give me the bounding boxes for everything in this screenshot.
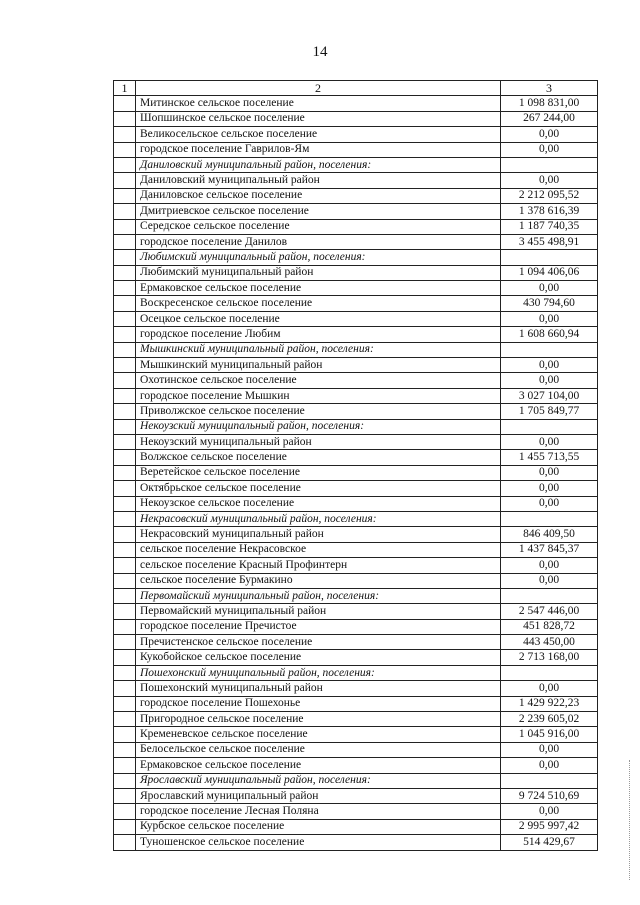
amount-cell: 2 995 997,42 <box>501 819 598 834</box>
table-row <box>114 173 598 188</box>
table-row <box>114 650 598 665</box>
row-number-cell <box>114 465 136 480</box>
settlement-name-cell: городское поселение Лесная Поляна <box>136 804 501 819</box>
settlement-name-cell: Веретейское сельское поселение <box>136 465 501 480</box>
table-header-row <box>114 81 598 96</box>
row-number-cell <box>114 742 136 757</box>
district-heading-row <box>114 250 598 265</box>
row-number-cell <box>114 558 136 573</box>
settlement-name-cell: Октябрьское сельское поселение <box>136 481 501 496</box>
row-number-cell <box>114 96 136 111</box>
district-heading-row <box>114 419 598 434</box>
table-row <box>114 635 598 650</box>
table-row <box>114 127 598 142</box>
settlement-name-cell: Волжское сельское поселение <box>136 450 501 465</box>
table-row <box>114 604 598 619</box>
settlement-name-cell: Даниловский муниципальный район, поселения: <box>136 157 501 172</box>
district-heading-row <box>114 588 598 603</box>
header-col-2: 2 <box>136 81 501 96</box>
row-number-cell <box>114 373 136 388</box>
row-number-cell <box>114 573 136 588</box>
settlement-name-cell: сельское поселение Бурмакино <box>136 573 501 588</box>
settlement-name-cell: Дмитриевское сельское поселение <box>136 204 501 219</box>
amount-cell: 267 244,00 <box>501 111 598 126</box>
amount-cell <box>501 250 598 265</box>
settlement-name-cell: Пречистенское сельское поселение <box>136 635 501 650</box>
row-number-cell <box>114 404 136 419</box>
amount-cell: 0,00 <box>501 558 598 573</box>
row-number-cell <box>114 835 136 850</box>
settlement-name-cell: Ярославский муниципальный район, поселения: <box>136 773 501 788</box>
settlement-name-cell: Пошехонский муниципальный район <box>136 681 501 696</box>
table-row <box>114 142 598 157</box>
amount-cell <box>501 419 598 434</box>
table-row <box>114 788 598 803</box>
row-number-cell <box>114 296 136 311</box>
amount-cell: 0,00 <box>501 496 598 511</box>
district-heading-row <box>114 157 598 172</box>
settlement-name-cell: Любимский муниципальный район <box>136 265 501 280</box>
table-row <box>114 481 598 496</box>
amount-cell <box>501 342 598 357</box>
amount-cell: 0,00 <box>501 281 598 296</box>
settlement-name-cell: Охотинское сельское поселение <box>136 373 501 388</box>
amount-cell: 0,00 <box>501 358 598 373</box>
amount-cell: 514 429,67 <box>501 835 598 850</box>
row-number-cell <box>114 204 136 219</box>
row-number-cell <box>114 358 136 373</box>
header-col-3: 3 <box>501 81 598 96</box>
settlement-name-cell: Некоузский муниципальный район, поселения: <box>136 419 501 434</box>
row-number-cell <box>114 696 136 711</box>
row-number-cell <box>114 250 136 265</box>
row-number-cell <box>114 188 136 203</box>
table-row <box>114 358 598 373</box>
amount-cell: 1 187 740,35 <box>501 219 598 234</box>
table-row <box>114 96 598 111</box>
amount-cell: 0,00 <box>501 681 598 696</box>
amount-cell: 0,00 <box>501 142 598 157</box>
table-row <box>114 758 598 773</box>
table-row <box>114 404 598 419</box>
settlement-name-cell: Некоузское сельское поселение <box>136 496 501 511</box>
row-number-cell <box>114 635 136 650</box>
row-number-cell <box>114 727 136 742</box>
amount-cell: 2 547 446,00 <box>501 604 598 619</box>
amount-cell <box>501 665 598 680</box>
settlement-name-cell: городское поселение Пречистое <box>136 619 501 634</box>
settlement-name-cell: Середское сельское поселение <box>136 219 501 234</box>
district-heading-row <box>114 342 598 357</box>
amount-cell: 1 608 660,94 <box>501 327 598 342</box>
amount-cell: 1 455 713,55 <box>501 450 598 465</box>
table-row <box>114 712 598 727</box>
settlement-name-cell: Приволжское сельское поселение <box>136 404 501 419</box>
amount-cell: 3 027 104,00 <box>501 388 598 403</box>
table-row <box>114 742 598 757</box>
table-row <box>114 835 598 850</box>
amount-cell: 443 450,00 <box>501 635 598 650</box>
amount-cell: 0,00 <box>501 481 598 496</box>
row-number-cell <box>114 665 136 680</box>
table-row <box>114 296 598 311</box>
table-row <box>114 558 598 573</box>
amount-cell: 0,00 <box>501 758 598 773</box>
settlement-name-cell: Первомайский муниципальный район <box>136 604 501 619</box>
amount-cell: 2 239 605,02 <box>501 712 598 727</box>
row-number-cell <box>114 157 136 172</box>
district-heading-row <box>114 773 598 788</box>
amount-cell: 0,00 <box>501 373 598 388</box>
table-row <box>114 219 598 234</box>
table-row <box>114 311 598 326</box>
row-number-cell <box>114 127 136 142</box>
row-number-cell <box>114 758 136 773</box>
settlement-name-cell: Воскресенское сельское поселение <box>136 296 501 311</box>
table-row <box>114 527 598 542</box>
row-number-cell <box>114 265 136 280</box>
settlement-name-cell: Белосельское сельское поселение <box>136 742 501 757</box>
row-number-cell <box>114 604 136 619</box>
amount-cell: 1 705 849,77 <box>501 404 598 419</box>
amount-cell: 846 409,50 <box>501 527 598 542</box>
settlement-name-cell: Первомайский муниципальный район, поселения: <box>136 588 501 603</box>
row-number-cell <box>114 542 136 557</box>
table-row <box>114 804 598 819</box>
table-row <box>114 450 598 465</box>
table-row <box>114 819 598 834</box>
amount-cell: 3 455 498,91 <box>501 234 598 249</box>
settlement-name-cell: Ярославский муниципальный район <box>136 788 501 803</box>
row-number-cell <box>114 819 136 834</box>
table-row <box>114 696 598 711</box>
settlement-name-cell: Пошехонский муниципальный район, поселения: <box>136 665 501 680</box>
amount-cell: 0,00 <box>501 804 598 819</box>
settlement-name-cell: Некоузский муниципальный район <box>136 434 501 449</box>
table-row <box>114 727 598 742</box>
amount-cell: 1 094 406,06 <box>501 265 598 280</box>
row-number-cell <box>114 419 136 434</box>
table-row <box>114 373 598 388</box>
amount-cell: 0,00 <box>501 742 598 757</box>
settlement-name-cell: городское поселение Мышкин <box>136 388 501 403</box>
table-row <box>114 681 598 696</box>
amount-cell: 430 794,60 <box>501 296 598 311</box>
row-number-cell <box>114 450 136 465</box>
settlement-name-cell: Митинское сельское поселение <box>136 96 501 111</box>
row-number-cell <box>114 219 136 234</box>
amount-cell: 1 045 916,00 <box>501 727 598 742</box>
amount-cell: 0,00 <box>501 311 598 326</box>
settlement-name-cell: Великосельское сельское поселение <box>136 127 501 142</box>
settlement-name-cell: Кременевское сельское поселение <box>136 727 501 742</box>
amount-cell: 2 713 168,00 <box>501 650 598 665</box>
amount-cell: 2 212 095,52 <box>501 188 598 203</box>
district-heading-row <box>114 511 598 526</box>
amount-cell: 1 378 616,39 <box>501 204 598 219</box>
table-row <box>114 188 598 203</box>
row-number-cell <box>114 327 136 342</box>
settlement-name-cell: городское поселение Гаврилов-Ям <box>136 142 501 157</box>
table-row <box>114 111 598 126</box>
amount-cell: 0,00 <box>501 127 598 142</box>
row-number-cell <box>114 588 136 603</box>
table-row <box>114 204 598 219</box>
row-number-cell <box>114 481 136 496</box>
settlement-name-cell: Ермаковское сельское поселение <box>136 281 501 296</box>
table-row <box>114 542 598 557</box>
settlement-name-cell: Шопшинское сельское поселение <box>136 111 501 126</box>
table-row <box>114 327 598 342</box>
row-number-cell <box>114 527 136 542</box>
row-number-cell <box>114 311 136 326</box>
settlement-name-cell: Осецкое сельское поселение <box>136 311 501 326</box>
header-col-1: 1 <box>114 81 136 96</box>
settlement-name-cell: Даниловское сельское поселение <box>136 188 501 203</box>
row-number-cell <box>114 619 136 634</box>
settlement-name-cell: Курбское сельское поселение <box>136 819 501 834</box>
settlement-name-cell: городское поселение Любим <box>136 327 501 342</box>
table-row <box>114 619 598 634</box>
amount-cell: 0,00 <box>501 573 598 588</box>
settlement-name-cell: Пригородное сельское поселение <box>136 712 501 727</box>
row-number-cell <box>114 342 136 357</box>
settlement-name-cell: городское поселение Данилов <box>136 234 501 249</box>
amount-cell <box>501 588 598 603</box>
settlement-amounts-table <box>113 80 598 851</box>
amount-cell <box>501 157 598 172</box>
row-number-cell <box>114 496 136 511</box>
settlement-name-cell: Некрасовский муниципальный район <box>136 527 501 542</box>
row-number-cell <box>114 388 136 403</box>
row-number-cell <box>114 650 136 665</box>
row-number-cell <box>114 773 136 788</box>
settlement-name-cell: сельское поселение Некрасовское <box>136 542 501 557</box>
row-number-cell <box>114 111 136 126</box>
settlement-name-cell: Ермаковское сельское поселение <box>136 758 501 773</box>
row-number-cell <box>114 511 136 526</box>
amount-cell: 1 437 845,37 <box>501 542 598 557</box>
scan-edge-mark <box>629 760 636 880</box>
row-number-cell <box>114 142 136 157</box>
table-row <box>114 281 598 296</box>
amount-cell: 1 098 831,00 <box>501 96 598 111</box>
table-row <box>114 465 598 480</box>
row-number-cell <box>114 681 136 696</box>
row-number-cell <box>114 434 136 449</box>
settlement-name-cell: Кукобойское сельское поселение <box>136 650 501 665</box>
table-row <box>114 434 598 449</box>
row-number-cell <box>114 234 136 249</box>
settlement-name-cell: Некрасовский муниципальный район, поселения: <box>136 511 501 526</box>
table-body <box>114 96 598 850</box>
table-row <box>114 496 598 511</box>
row-number-cell <box>114 788 136 803</box>
amount-cell: 9 724 510,69 <box>501 788 598 803</box>
page-number: 14 <box>312 44 328 60</box>
amount-cell: 0,00 <box>501 434 598 449</box>
district-heading-row <box>114 665 598 680</box>
amount-cell: 0,00 <box>501 173 598 188</box>
table-row <box>114 234 598 249</box>
table-row <box>114 265 598 280</box>
amount-cell: 1 429 922,23 <box>501 696 598 711</box>
amount-cell: 451 828,72 <box>501 619 598 634</box>
amount-cell <box>501 773 598 788</box>
settlement-name-cell: Мышкинский муниципальный район <box>136 358 501 373</box>
settlement-name-cell: Даниловский муниципальный район <box>136 173 501 188</box>
amount-cell <box>501 511 598 526</box>
row-number-cell <box>114 804 136 819</box>
settlement-name-cell: Любимский муниципальный район, поселения: <box>136 250 501 265</box>
settlement-name-cell: Мышкинский муниципальный район, поселения: <box>136 342 501 357</box>
amount-cell: 0,00 <box>501 465 598 480</box>
settlement-name-cell: городское поселение Пошехонье <box>136 696 501 711</box>
settlement-name-cell: сельское поселение Красный Профинтерн <box>136 558 501 573</box>
row-number-cell <box>114 173 136 188</box>
settlement-name-cell: Туношенское сельское поселение <box>136 835 501 850</box>
table-row <box>114 573 598 588</box>
row-number-cell <box>114 712 136 727</box>
table-row <box>114 388 598 403</box>
row-number-cell <box>114 281 136 296</box>
